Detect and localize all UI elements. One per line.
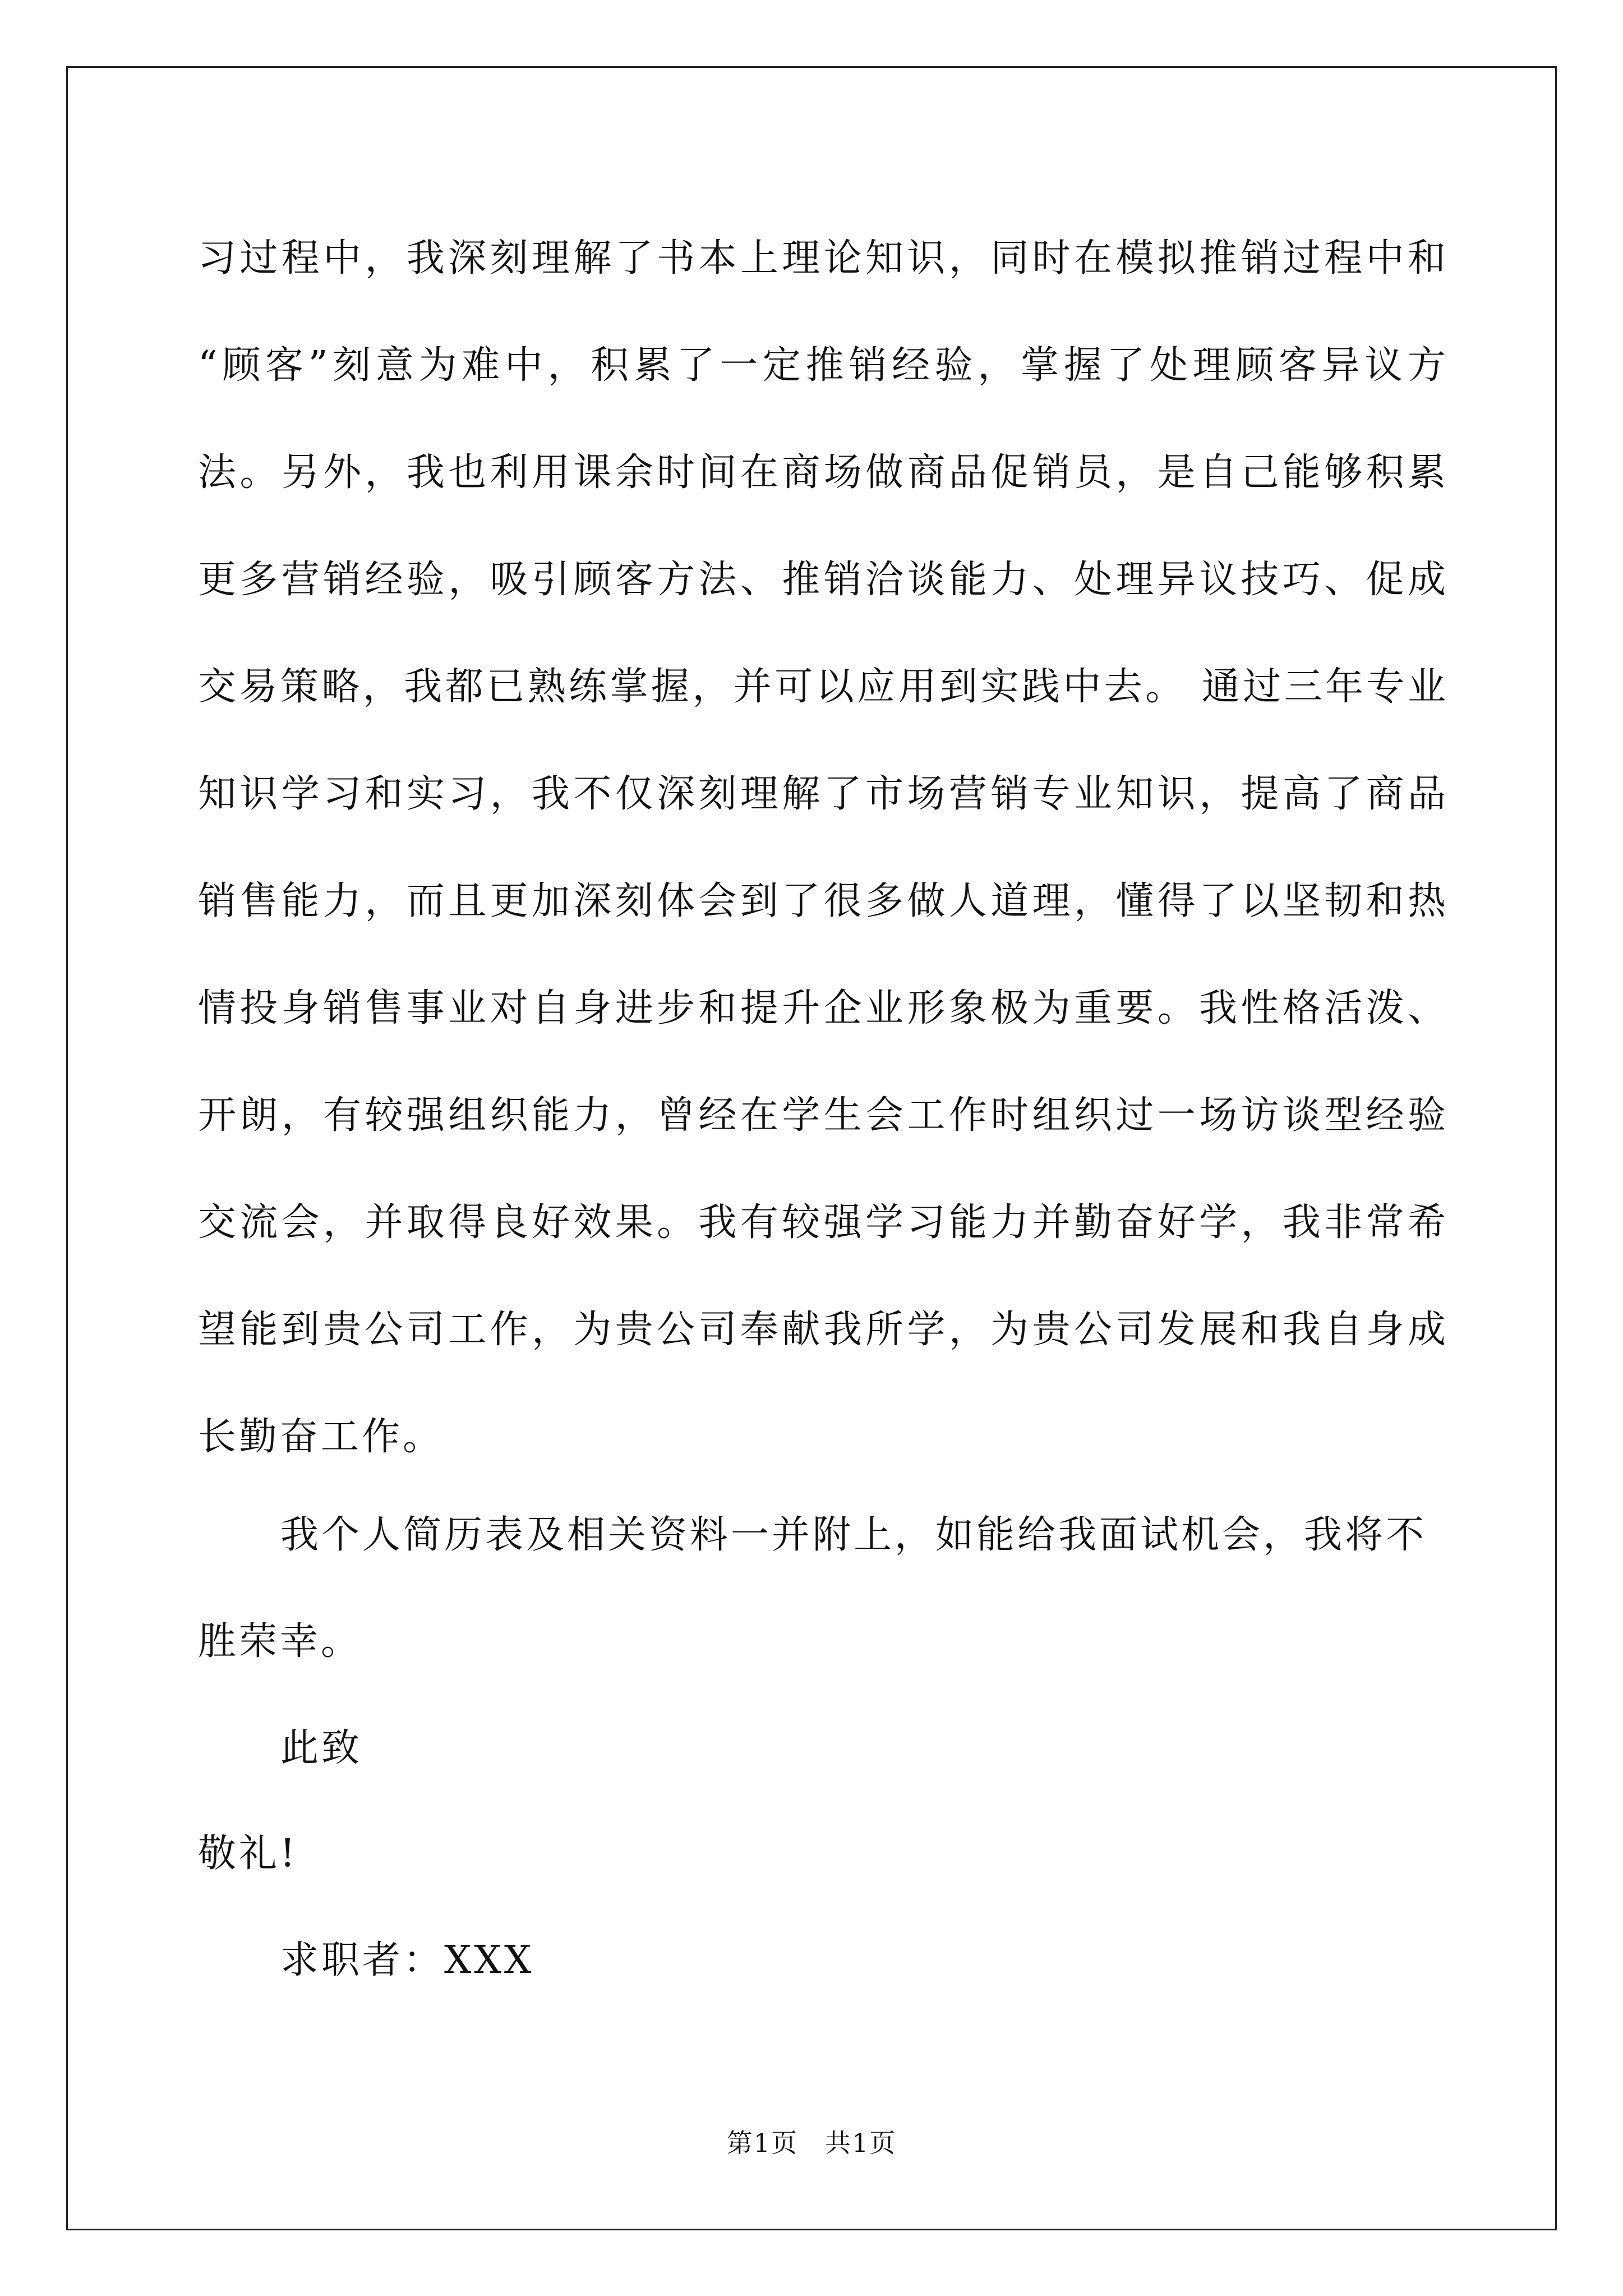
signature: 求职者：XXX	[280, 1938, 534, 1982]
page-footer: 第1页 共1页	[726, 2128, 897, 2158]
paragraph-line: 知识学习和实习，我不仅深刻理解了市场营销专业知识，提高了商品	[198, 772, 1449, 816]
paragraph-line: “顾客”刻意为难中，积累了一定推销经验，掌握了处理顾客异议方	[198, 343, 1449, 388]
letter-body-paragraph	[198, 205, 1449, 1490]
regards: 敬礼!	[198, 1832, 298, 1876]
paragraph-line: 交流会，并取得良好效果。我有较强学习能力并勤奋好学，我非常希	[198, 1200, 1449, 1245]
closing-paragraph-line: 胜荣幸。	[198, 1619, 362, 1664]
paragraph-line: 情投身销售事业对自身进步和提升企业形象极为重要。我性格活泼、	[198, 986, 1449, 1030]
paragraph-line: 销售能力，而且更加深刻体会到了很多做人道理，懂得了以坚韧和热	[198, 879, 1449, 923]
closing-paragraph-line: 我个人简历表及相关资料一并附上，如能给我面试机会，我将不	[280, 1513, 1427, 1557]
paragraph-line: 法。另外，我也利用课余时间在商场做商品促销员，是自己能够积累	[198, 450, 1449, 495]
paragraph-line: 交易策略，我都已熟练掌握，并可以应用到实践中去。 通过三年专业	[198, 665, 1449, 709]
paragraph-line: 开朗，有较强组织能力，曾经在学生会工作时组织过一场访谈型经验	[198, 1093, 1449, 1138]
paragraph-line: 望能到贵公司工作，为贵公司奉献我所学，为贵公司发展和我自身成	[198, 1308, 1449, 1352]
paragraph-line: 长勤奋工作。	[198, 1415, 444, 1459]
salutation: 此致	[280, 1726, 363, 1770]
paragraph-line: 更多营销经验，吸引顾客方法、推销洽谈能力、处理异议技巧、促成	[198, 558, 1449, 602]
paragraph-line: 习过程中，我深刻理解了书本上理论知识，同时在模拟推销过程中和	[198, 236, 1449, 280]
